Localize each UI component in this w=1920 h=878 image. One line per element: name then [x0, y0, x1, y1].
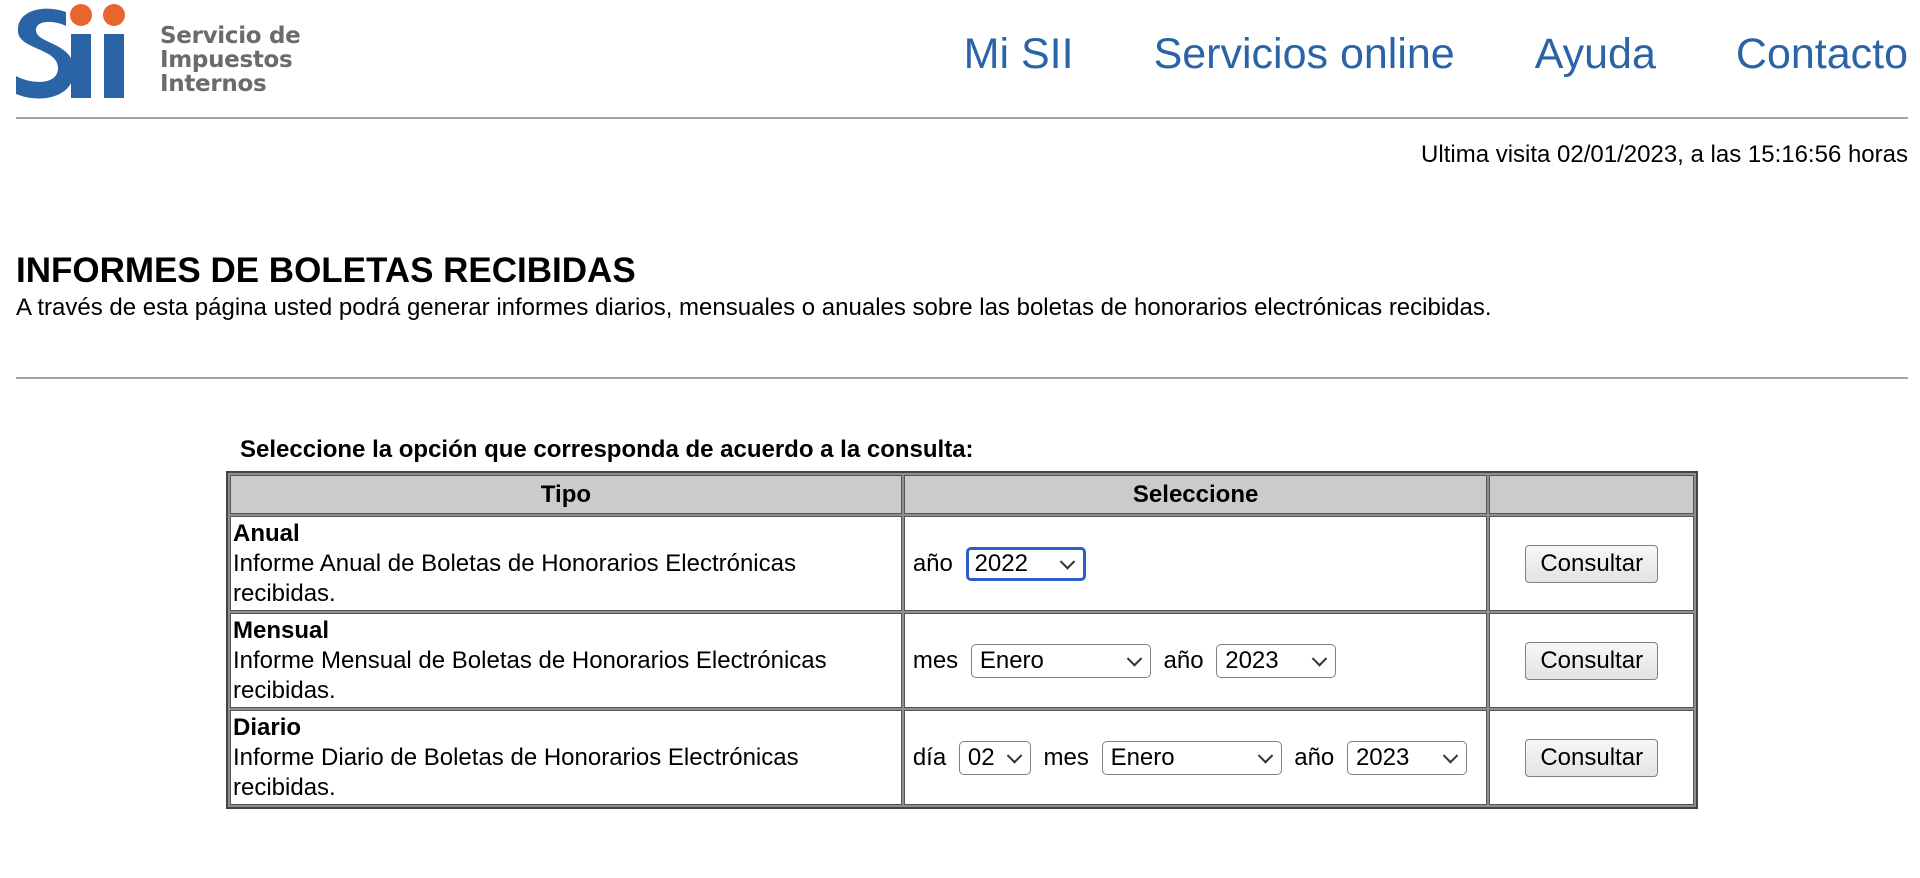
- mensual-mes-select[interactable]: [971, 644, 1151, 678]
- select-cell-anual: [904, 516, 1488, 611]
- logo-line-2: Impuestos: [160, 47, 293, 73]
- logo-line-3: Internos: [160, 71, 267, 97]
- sii-logo-text: [160, 24, 300, 96]
- sii-logo-mark: [14, 2, 154, 102]
- tipo-name-mensual: Mensual: [233, 616, 330, 644]
- header-accion: [1489, 475, 1694, 514]
- instructions-text: Seleccione la opción que corresponda de acuerdo a la consulta:: [240, 436, 974, 463]
- mes-label: mes: [1043, 743, 1089, 771]
- mes-label: mes: [912, 646, 959, 674]
- nav-servicios-online[interactable]: Servicios online: [1153, 30, 1455, 78]
- mensual-mes-value: Enero: [979, 646, 1044, 674]
- chevron-down-icon: [1312, 651, 1328, 667]
- tipo-cell-diario: [230, 710, 902, 805]
- sii-logo[interactable]: [14, 2, 301, 102]
- dia-label: día: [912, 743, 947, 771]
- diario-dia-value: 02: [967, 743, 995, 771]
- tipo-desc-anual: Informe Anual de Boletas de Honorarios Electrónicas recibidas.: [233, 549, 796, 607]
- chevron-down-icon: [1443, 748, 1459, 764]
- tipo-name-anual: Anual: [233, 519, 300, 547]
- section-divider: [16, 377, 1908, 379]
- table-row-diario: [230, 710, 1694, 805]
- main-nav: [884, 26, 1908, 82]
- tipo-name-diario: Diario: [233, 713, 302, 741]
- tipo-cell-mensual: [230, 613, 902, 708]
- diario-anio-select[interactable]: [1347, 741, 1467, 775]
- diario-mes-select[interactable]: [1102, 741, 1282, 775]
- diario-dia-select[interactable]: [959, 741, 1031, 775]
- action-cell-mensual: [1489, 613, 1694, 708]
- last-visit-text: Ultima visita 02/01/2023, a las 15:16:56 horas: [1421, 141, 1908, 168]
- anio-label: año: [1294, 743, 1335, 771]
- anio-label: año: [912, 549, 953, 577]
- select-cell-diario: [904, 710, 1488, 805]
- report-options-table: [226, 471, 1698, 809]
- action-cell-diario: [1489, 710, 1694, 805]
- anual-anio-value: 2022: [974, 549, 1028, 577]
- table-row-anual: [230, 516, 1694, 611]
- page-description: A través de esta página usted podrá generar informes diarios, mensuales o anuales sobre las boletas de honorarios electrónicas recibidas.: [16, 294, 1492, 321]
- diario-mes-value: Enero: [1110, 743, 1175, 771]
- table-header-row: [230, 475, 1694, 514]
- mensual-anio-select[interactable]: [1216, 644, 1336, 678]
- consultar-diario-button[interactable]: Consultar: [1525, 739, 1658, 777]
- chevron-down-icon: [1007, 748, 1023, 764]
- diario-anio-value: 2023: [1355, 743, 1410, 771]
- consultar-anual-button[interactable]: Consultar: [1525, 545, 1658, 583]
- mensual-anio-value: 2023: [1225, 646, 1279, 674]
- consultar-mensual-button[interactable]: Consultar: [1525, 642, 1658, 680]
- header-seleccione: Seleccione: [904, 475, 1488, 514]
- page-title: INFORMES DE BOLETAS RECIBIDAS: [16, 251, 636, 290]
- tipo-cell-anual: [230, 516, 902, 611]
- nav-ayuda[interactable]: Ayuda: [1534, 30, 1656, 78]
- nav-mi-sii[interactable]: Mi SII: [963, 30, 1074, 78]
- tipo-desc-mensual: Informe Mensual de Boletas de Honorarios Electrónicas recibidas.: [233, 646, 827, 704]
- logo-line-1: Servicio de: [160, 23, 301, 49]
- anio-label: año: [1163, 646, 1204, 674]
- select-cell-mensual: [904, 613, 1488, 708]
- chevron-down-icon: [1059, 554, 1075, 570]
- tipo-desc-diario: Informe Diario de Boletas de Honorarios Electrónicas recibidas.: [233, 743, 799, 801]
- chevron-down-icon: [1257, 748, 1273, 764]
- chevron-down-icon: [1127, 651, 1143, 667]
- header-tipo: Tipo: [230, 475, 902, 514]
- table-row-mensual: [230, 613, 1694, 708]
- nav-contacto[interactable]: Contacto: [1735, 30, 1908, 78]
- action-cell-anual: [1489, 516, 1694, 611]
- header-divider: [16, 117, 1908, 119]
- anual-anio-select[interactable]: [966, 547, 1086, 581]
